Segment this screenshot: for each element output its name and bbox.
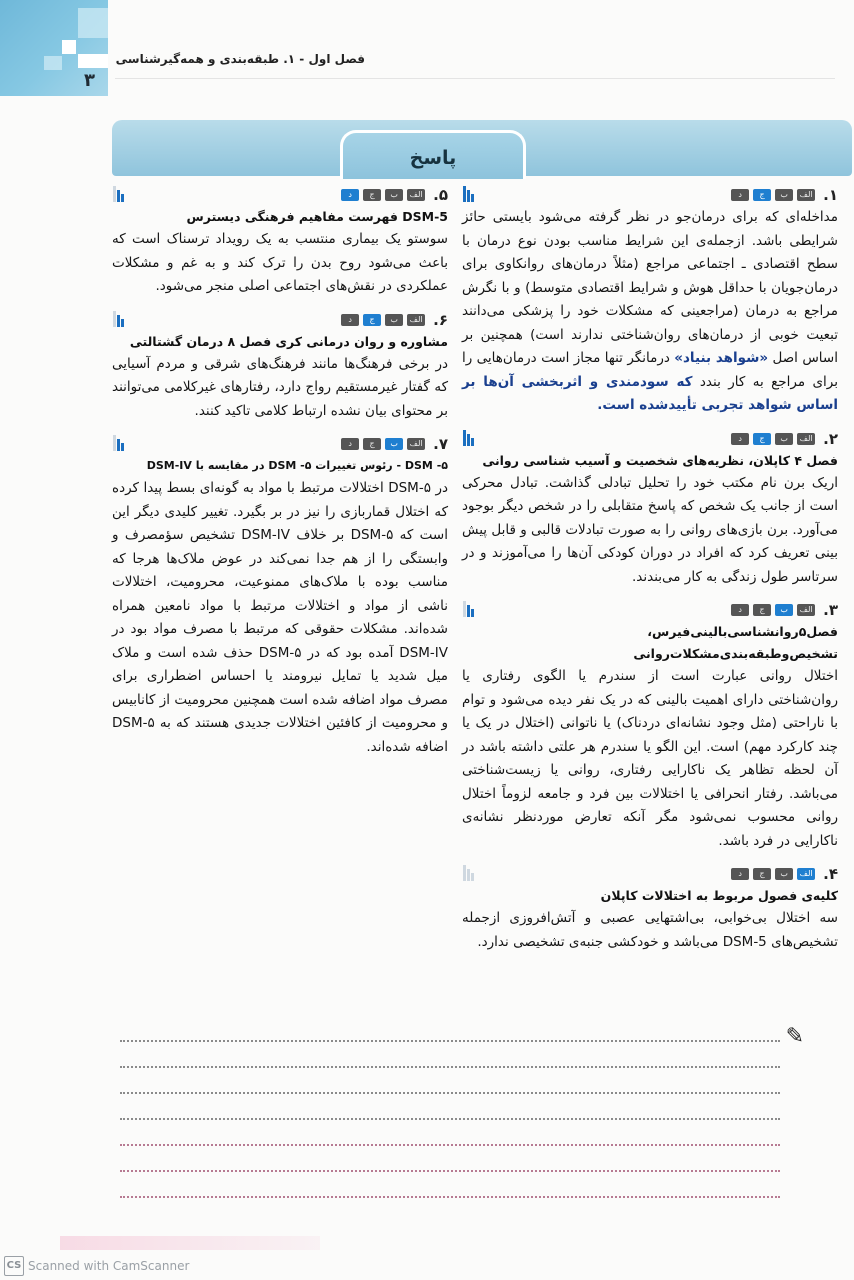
difficulty-bars-icon — [462, 430, 474, 446]
note-line — [120, 1040, 780, 1042]
answer-item-2 — [462, 428, 838, 590]
difficulty-bars-icon — [462, 186, 474, 202]
page-number: ۳ — [84, 70, 95, 91]
option-badge: الف — [797, 604, 815, 616]
option-badge-correct: الف — [797, 868, 815, 880]
header-rule — [115, 78, 835, 79]
option-badge: الف — [407, 438, 425, 450]
option-badge: ب — [775, 189, 793, 201]
item-source: مشاوره و روان درمانی کری فصل ۸ درمان گشتالتی — [129, 333, 448, 349]
option-badge: ب — [385, 314, 403, 326]
item-source: فصل ۴ کاپلان، نظریه‌های شخصیت و آسیب شناسی روانی — [482, 452, 838, 468]
answer-item-7 — [112, 433, 448, 759]
item-source: فصل۵روانشناسی‌بالینی‌فیرس، تشخیص‌وطبقه‌بندی‌مشکلات‌روانی — [633, 624, 838, 661]
item-number: ۷. — [433, 435, 448, 453]
camscanner-logo-icon: CS — [4, 1256, 24, 1276]
highlight-term: «شواهد بنیاد» — [674, 350, 769, 366]
option-badge-correct: ب — [385, 438, 403, 450]
item-header — [112, 433, 448, 455]
option-badge: ج — [753, 604, 771, 616]
option-badge: ب — [385, 189, 403, 201]
item-body: اریک برن نام مکتب خود را تحلیل تبادلی گذاشت. تبادل محرکی است از جانب یک شخص که پاسخ متقابلی را در شخص دیگر بوجود می‌آورد. برن بازی‌های روانی را به صورت تبادلات قالبی و قابل پیش بینی تعریف کرد که افراد در دوران کودکی آن‌ها را می‌آموزند و در سرتاسر طول زندگی به کار می‌بندند. — [462, 474, 838, 585]
item-number: ۴. — [823, 865, 838, 883]
difficulty-bars-icon — [112, 186, 124, 202]
answer-item-1 — [462, 184, 838, 418]
running-title: فصل اول - ۱. طبقه‌بندی و همه‌گیرشناسی — [115, 52, 365, 66]
option-badge-correct: د — [341, 189, 359, 201]
item-number: ۲. — [823, 429, 838, 448]
note-line — [120, 1170, 780, 1172]
difficulty-bars-icon — [462, 865, 474, 881]
option-badge: ج — [753, 868, 771, 880]
item-number: ۶. — [433, 310, 448, 329]
watermark-text: Scanned with CamScanner — [28, 1259, 190, 1273]
option-badge: د — [341, 314, 359, 326]
item-body: مداخله‌ای که برای درمان‌جو در نظر گرفته می‌شود بایستی حائز شرایطی باشد. ازجمله‌ی این شرایط مناسب بودن نوع درمان با سطح اقتصادی ـ اجتماعی مراجع (مثلاً درمان‌های روانکاوی برای درمان‌جویان با حداقل هوش و شرایط اقتصادی متوسط) و با نگرش مراجع به درمان (مراجعینی که مشکلات خود را پزشکی می‌دانند تبعیت خوبی از درمان‌های روان‌شناختی ندارند است) همچنین بر اساس اصل «شواهد بنیاد» درمانگر تنها مجاز است درمان‌هایی را برای مراجع به کار بندد که سودمندی و اثربخشی آن‌ها بر اساس شواهد تجربی تأییدشده است. — [462, 209, 838, 413]
option-badge: الف — [797, 433, 815, 445]
item-header — [112, 309, 448, 331]
scanner-watermark — [4, 1256, 189, 1276]
option-badge: د — [731, 868, 749, 880]
item-number: ۵. — [433, 186, 448, 204]
answer-item-4 — [462, 863, 838, 954]
item-source: DSM-5 فهرست مفاهیم فرهنگی دیسترس — [186, 209, 448, 224]
item-body: اختلال روانی عبارت است از سندرم یا الگوی رفتاری یا روان‌شناختی دارای اهمیت بالینی که در یک نفر دیده می‌شود و توام با ناراحتی (مثل وجود نشانه‌ای دردناک) یا ناتوانی (اختلال در یک یا چند کارکرد مهم) است. این الگو یا سندرم هر علتی داشته باشد در آن لحظه تظاهر یک ناکارایی رفتاری، روانی یا زیست‌شناختی می‌باشد. رفتار انحرافی یا اختلالات بین فرد و جامعه لزوماً اختلال روانی محسوب نمی‌شود مگر آنکه تعارض موردنظر نشانه‌ی ناکارایی در فرد باشد. — [462, 668, 838, 849]
item-header — [462, 599, 838, 621]
option-badge: د — [731, 604, 749, 616]
option-badge: د — [731, 189, 749, 201]
option-badge-correct: ج — [753, 189, 771, 201]
item-source: کلیه‌ی فصول مربوط به اختلالات کاپلان — [600, 888, 838, 903]
option-badge: د — [731, 433, 749, 445]
item-header — [112, 184, 448, 206]
note-line — [120, 1118, 780, 1120]
item-body: سه اختلال بی‌خوابی، بی‌اشتهایی عصبی و آتش‌افروزی ازجمله تشخیص‌های DSM-5 می‌باشد و خودکشی جنبه‌ی تشخیصی ندارد. — [462, 910, 838, 950]
item-header — [462, 863, 838, 885]
highlight-sentence: که سودمندی و اثربخشی آن‌ها بر اساس شواهد تجربی تأییدشده است. — [462, 373, 838, 413]
pen-note-icon: ✎ — [785, 1024, 804, 1049]
footer-smudge — [60, 1236, 320, 1250]
answer-item-6 — [112, 309, 448, 424]
item-body: در ۵-DSM اختلالات مرتبط با مواد به گونه‌ای بسط پیدا کرده که اختلال قماربازی را نیز در بر بگیرد. تغییر کلیدی دیگر این است که ۵-DSM بر خلاف DSM-IV تشخیص سؤمصرف و وابستگی را از هم جدا نمی‌کند در عوض ملاک‌ها هرجا که مناسب بوده با ملاک‌های ممنوعیت، محرومیت، اختلالات ناشی از مواد و اختلالات مرتبط با مواد نامعین همراه شده‌اند. مشکلات حقوقی که مرتبط با مصرف مواد بود در DSM-IV آمده بود که در ۵-DSM حذف شده است و ملاک میل شدید یا تمایل نیرومند یا احساس اضطراری برای مصرف مواد اضافه شده است همچنین محرومیت از کانابیس و محرومیت از کافئین اختلالات جدیدی هستند که به ۵-DSM اضافه شده‌اند. — [112, 480, 448, 755]
item-number: ۳. — [823, 601, 838, 619]
answer-item-5 — [112, 184, 448, 299]
answer-item-3 — [462, 599, 838, 853]
right-column — [462, 184, 838, 964]
option-badge: الف — [407, 314, 425, 326]
option-badge: الف — [407, 189, 425, 201]
notes-area — [112, 1024, 804, 1222]
difficulty-bars-icon — [112, 435, 124, 451]
item-body: در برخی فرهنگ‌ها مانند فرهنگ‌های شرقی و مردم آسیایی که گفتار غیرمستقیم رواج دارد، رفتارهای غیرکلامی می‌توانند بر محتوای بیان نشده ارتباط کلامی تاکید کنند. — [112, 355, 448, 419]
option-badge: ب — [775, 868, 793, 880]
note-line — [120, 1066, 780, 1068]
option-badge-correct: ب — [775, 604, 793, 616]
option-badge-correct: ج — [753, 433, 771, 445]
option-badge: ب — [775, 433, 793, 445]
item-number: ۱. — [823, 186, 838, 204]
option-badge: د — [341, 438, 359, 450]
answer-banner-title: پاسخ — [340, 130, 526, 179]
note-line — [120, 1196, 780, 1198]
item-source: ۵- DSM - رئوس تغییرات ۵- DSM در مقایسه با DSM-IV — [146, 459, 448, 472]
item-header — [462, 184, 838, 206]
difficulty-bars-icon — [462, 601, 474, 617]
option-badge-correct: ج — [363, 314, 381, 326]
left-column — [112, 184, 448, 769]
option-badge: ج — [363, 438, 381, 450]
item-header — [462, 428, 838, 450]
note-line — [120, 1092, 780, 1094]
item-body: سوستو یک بیماری منتسب به یک رویداد ترسناک است که باعث می‌شود روح بدن را ترک کند و به غم و مشکلات عملکردی در نقش‌های اجتماعی اصلی منجر می‌شود. — [112, 231, 448, 294]
difficulty-bars-icon — [112, 311, 124, 327]
option-badge: ج — [363, 189, 381, 201]
note-line — [120, 1144, 780, 1146]
option-badge: الف — [797, 189, 815, 201]
